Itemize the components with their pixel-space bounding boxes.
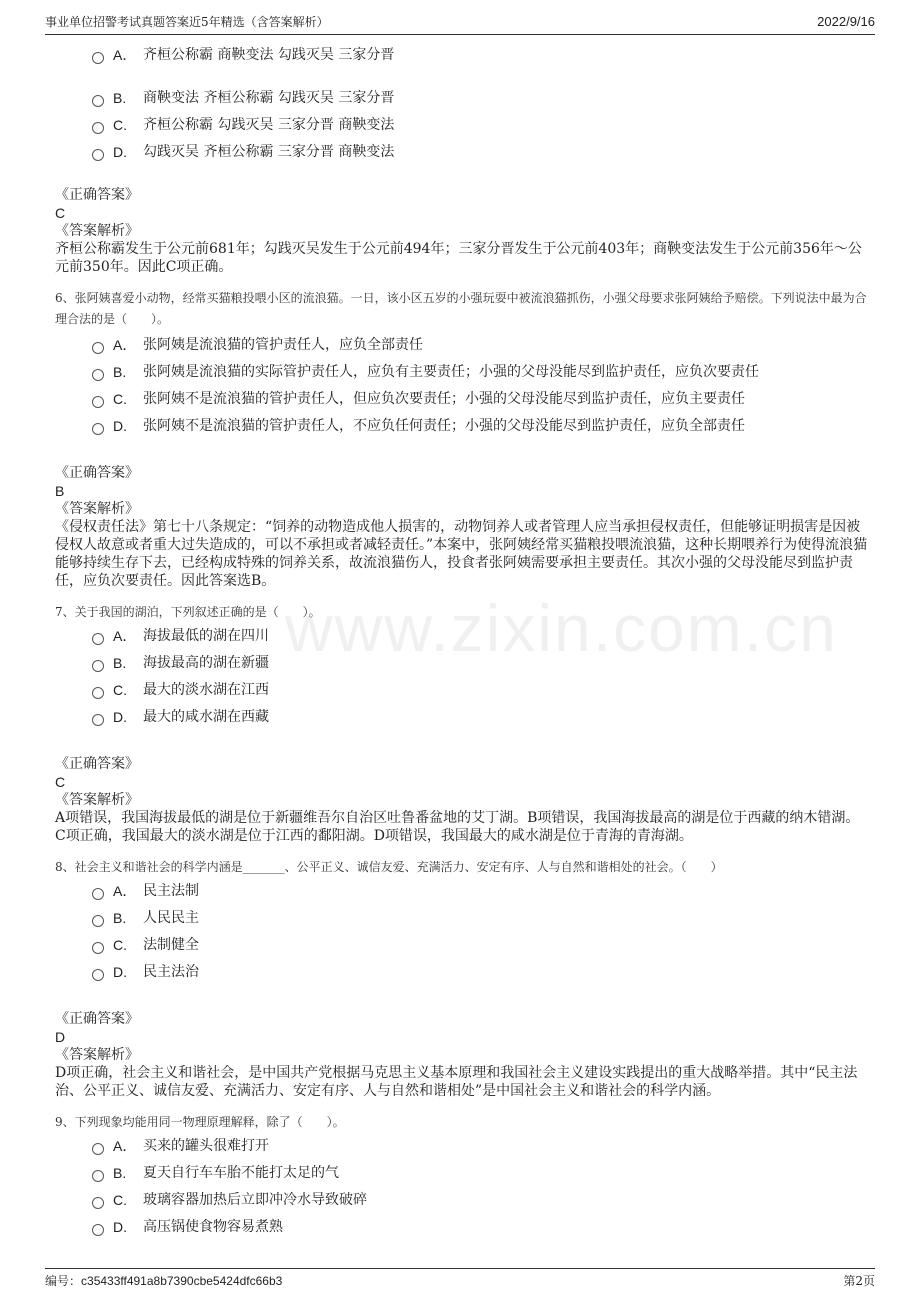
q7-option-b[interactable]: B. 海拔最高的湖在新疆	[55, 650, 870, 677]
analysis-label: 《答案解析》	[55, 223, 139, 239]
q7-options	[55, 623, 870, 731]
q5-option-c[interactable]: C. 齐桓公称霸 勾践灭吴 三家分晋 商鞅变法	[55, 112, 870, 139]
radio-icon[interactable]	[92, 1143, 104, 1155]
analysis-label: 《答案解析》	[55, 501, 139, 517]
q5-option-b[interactable]: B. 商鞅变法 齐桓公称霸 勾践灭吴 三家分晋	[55, 85, 870, 112]
watermark: www.zixin.com.cn	[285, 591, 838, 665]
radio-icon[interactable]	[92, 660, 104, 672]
radio-icon[interactable]	[92, 633, 104, 645]
q9-option-a[interactable]: A． 买来的罐头很难打开	[55, 1133, 870, 1160]
radio-icon[interactable]	[92, 888, 104, 900]
radio-icon[interactable]	[92, 915, 104, 927]
q9-option-b[interactable]: B. 夏天自行车车胎不能打太足的气	[55, 1160, 870, 1187]
q8-answer-block	[55, 1010, 870, 1100]
q9-question: 9、下列现象均能用同一物理原理解释，除了（ ）。	[55, 1115, 345, 1129]
radio-icon[interactable]	[92, 369, 104, 381]
q9-option-d[interactable]: D. 高压锅使食物容易煮熟	[55, 1214, 870, 1241]
q9-options	[55, 1133, 870, 1241]
q5-option-a[interactable]: A． 齐桓公称霸 商鞅变法 勾践灭吴 三家分晋	[55, 42, 870, 69]
page-number: 第2页	[843, 1274, 875, 1288]
q7-option-d[interactable]: D. 最大的咸水湖在西藏	[55, 704, 870, 731]
analysis-text: A项错误，我国海拔最低的湖是位于新疆维吾尔自治区吐鲁番盆地的艾丁湖。B项错误，我国海拔最高的湖是位于西藏的纳木错湖。C项正确，我国最大的淡水湖是位于江西的鄱阳湖。D项错误，我国最大的咸水湖是位于青海的青海湖。	[55, 810, 860, 844]
q7-option-a[interactable]: A． 海拔最低的湖在四川	[55, 623, 870, 650]
q7-question: 7、关于我国的湖泊，下列叙述正确的是（ ）。	[55, 605, 321, 619]
q9-option-c[interactable]: C. 玻璃容器加热后立即冲冷水导致破碎	[55, 1187, 870, 1214]
q8-option-b[interactable]: B. 人民民主	[55, 905, 870, 932]
q8-options	[55, 878, 870, 986]
radio-icon[interactable]	[92, 687, 104, 699]
q7-answer-block	[55, 755, 870, 845]
radio-icon[interactable]	[92, 396, 104, 408]
q8-option-d[interactable]: D. 民主法治	[55, 959, 870, 986]
analysis-text: 齐桓公称霸发生于公元前681年；勾践灭吴发生于公元前494年；三家分晋发生于公元前403年；商鞅变法发生于公元前356年～公元前350年。因此C项正确。	[55, 241, 862, 275]
q8-question: 8、社会主义和谐社会的科学内涵是_______、公平正义、诚信友爱、充满活力、安定有序、人与自然和谐相处的社会。（ ）	[55, 860, 723, 874]
radio-icon[interactable]	[92, 122, 104, 134]
analysis-label: 《答案解析》	[55, 1047, 139, 1063]
radio-icon[interactable]	[92, 342, 104, 354]
answer-label: 《正确答案》	[55, 1011, 139, 1027]
analysis-text: D项正确，社会主义和谐社会，是中国共产党根据马克思主义基本原理和我国社会主义建设实践提出的重大战略举措。其中“民主法治、公平正义、诚信友爱、充满活力、安定有序、人与自然和谐相处”是中国社会主义和谐社会的科学内涵。	[55, 1065, 858, 1099]
q6-answer-block	[55, 464, 870, 590]
answer-label: 《正确答案》	[55, 465, 139, 481]
radio-icon[interactable]	[92, 714, 104, 726]
radio-icon[interactable]	[92, 1224, 104, 1236]
q5-option-d[interactable]: D. 勾践灭吴 齐桓公称霸 三家分晋 商鞅变法	[55, 139, 870, 166]
page-header	[45, 12, 875, 35]
code-value: c35433ff491a8b7390cbe5424dfc66b3	[81, 1274, 283, 1288]
radio-icon[interactable]	[92, 942, 104, 954]
radio-icon[interactable]	[92, 95, 104, 107]
q6-option-c[interactable]: C. 张阿姨不是流浪猫的管护责任人，但应负次要责任；小强的父母没能尽到监护责任，应负主要责任	[55, 386, 870, 413]
answer-label: 《正确答案》	[55, 756, 139, 772]
q6-option-d[interactable]: D. 张阿姨不是流浪猫的管护责任人，不应负任何责任；小强的父母没能尽到监护责任，应负全部责任	[55, 413, 870, 440]
answer-value: B	[55, 483, 65, 499]
q6-question: 6、张阿姨喜爱小动物，经常买猫粮投喂小区的流浪猫。一日，该小区五岁的小强玩耍中被流浪猫抓伤，小强父母要求张阿姨给予赔偿。下列说法中最为合理合法的是（ ）。	[55, 291, 867, 326]
radio-icon[interactable]	[92, 423, 104, 435]
q7-option-c[interactable]: C. 最大的淡水湖在江西	[55, 677, 870, 704]
q8-option-a[interactable]: A． 民主法制	[55, 878, 870, 905]
radio-icon[interactable]	[92, 1170, 104, 1182]
q6-option-b[interactable]: B. 张阿姨是流浪猫的实际管护责任人，应负有主要责任；小强的父母没能尽到监护责任，应负次要责任	[55, 359, 870, 386]
analysis-text: 《侵权责任法》第七十八条规定：“饲养的动物造成他人损害的，动物饲养人或者管理人应当承担侵权责任，但能够证明损害是因被侵权人故意或者重大过失造成的，可以不承担或者减轻责任。”本案中，张阿姨经常买猫粮投喂流浪猫，这种长期喂养行为使得流浪猫能够持续生存下去，已经构成特殊的饲养关系，故流浪猫伤人，投食者张阿姨需要承担主要责任。其次小强的父母没能尽到监护责任，应负次要责任。因此答案选B。	[55, 519, 868, 589]
answer-value: C	[55, 205, 66, 221]
radio-icon[interactable]	[92, 1197, 104, 1209]
document-title: 事业单位招警考试真题答案近5年精选（含答案解析）	[45, 15, 329, 29]
q6-option-a[interactable]: A． 张阿姨是流浪猫的管护责任人，应负全部责任	[55, 332, 870, 359]
page-footer	[45, 1268, 875, 1291]
answer-value: D	[55, 1029, 66, 1045]
analysis-label: 《答案解析》	[55, 792, 139, 808]
document-code	[45, 1271, 282, 1291]
answer-label: 《正确答案》	[55, 187, 139, 203]
radio-icon[interactable]	[92, 149, 104, 161]
q6-options	[55, 332, 870, 440]
radio-icon[interactable]	[92, 52, 104, 64]
q5-answer-block	[55, 186, 870, 276]
document-date: 2022/9/16	[817, 14, 875, 29]
radio-icon[interactable]	[92, 969, 104, 981]
page-content	[55, 40, 870, 1241]
answer-value: C	[55, 774, 66, 790]
q5-options	[55, 42, 870, 166]
q8-option-c[interactable]: C. 法制健全	[55, 932, 870, 959]
code-label: 编号：	[45, 1274, 82, 1288]
